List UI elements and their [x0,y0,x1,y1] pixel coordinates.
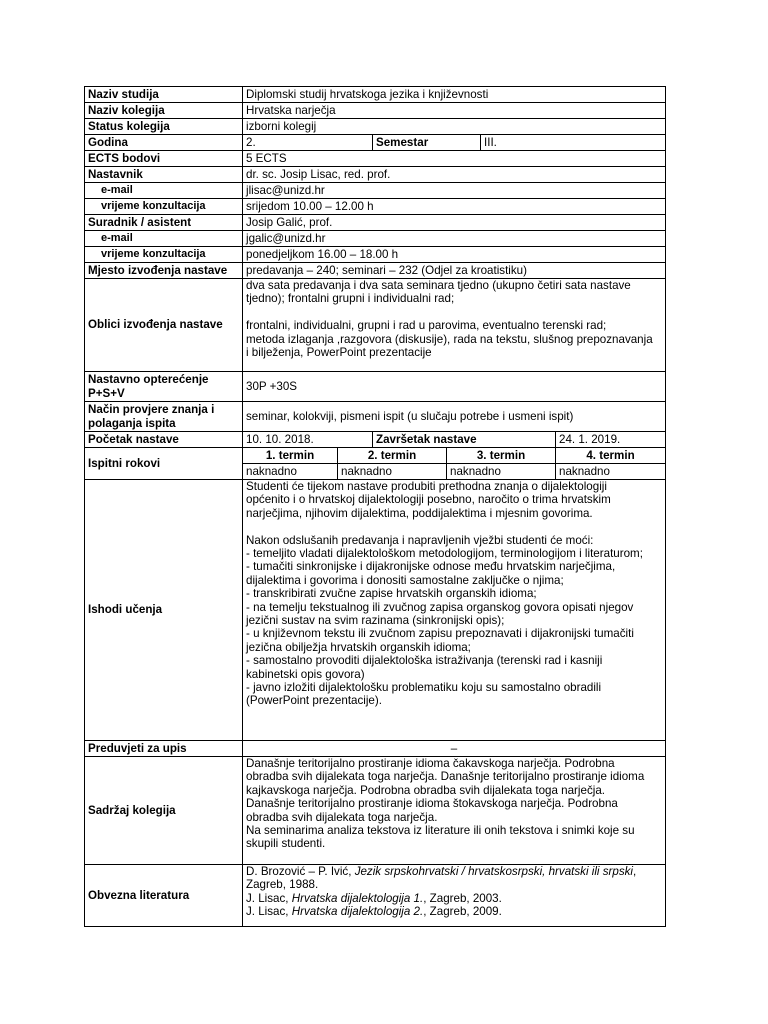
row-nastavnik-konzultacije [85,199,666,215]
value-godina: 2. [243,135,373,151]
literatura-item: D. Brozović – P. Ivić, Jezik srpskohrvatski / hrvatskosrpski, hrvatski ili srpski, [246,865,637,878]
ishodi-line: narječjima, njihovim dijalektima, poddijalektima i mjesnim govorima. [246,506,593,520]
ishodi-line: kabinetski opis govora) [246,667,365,681]
literatura-item: J. Lisac, Hrvatska dijalektologija 1., Zagreb, 2003. [246,891,502,905]
ishodi-line: jezični sustav na svim razinama (sinkronijski opis); [246,614,505,628]
label-naziv-studija: Naziv studija [85,87,243,103]
sadrzaj-line: obradba svih dijalekata toga narječja. Današnje teritorijalno prostiranje idioma [246,770,645,784]
label-ishodi: Ishodi učenja [85,480,243,741]
termin-value: naknadno [556,464,666,480]
row-godina [85,135,666,151]
row-preduvjeti [85,741,666,757]
ishodi-line: (PowerPoint prezentacije). [246,694,382,708]
oblici-line: i bilježenja, PowerPoint prezentacije [246,346,432,360]
sadrzaj-line: obradba svih dijalekata toga narječja. [246,810,438,824]
literatura-item: J. Lisac, Hrvatska dijalektologija 2., Zagreb, 2009. [246,905,502,919]
row-ishodi [85,480,666,741]
row-provjera [85,402,666,432]
ishodi-line: jezična obilježja hrvatskih organskih idioma; [246,640,471,654]
ishodi-line: - javno izložiti dijalektološku problematiku koju su samostalno obradili [246,681,602,695]
row-literatura [85,865,666,927]
oblici-line: tjedno); frontalni grupni i individualni rad; [246,292,455,306]
termin-value: naknadno [243,464,338,480]
row-ispitni-rokovi-header [85,448,666,464]
sadrzaj-line: Današnje teritorijalno prostiranje idioma čakavskoga narječja. Podrobna [246,757,615,770]
row-suradnik-konzultacije [85,247,666,263]
row-opterecenje [85,372,666,402]
value-status-kolegija: izborni kolegij [243,119,666,135]
sadrzaj-line: Na seminarima analiza tekstova iz literature ili onih tekstova i snimki koje su [246,824,635,838]
label-nastavnik-konzultacije: vrijeme konzultacija [85,199,243,215]
row-mjesto [85,263,666,279]
ishodi-line: Nakon odslušanih predavanja i napravljenih vježbi studenti će moći: [246,533,594,547]
label-nastavnik: Nastavnik [85,167,243,183]
label-naziv-kolegija: Naziv kolegija [85,103,243,119]
label-suradnik: Suradnik / asistent [85,215,243,231]
oblici-line: dva sata predavanja i dva sata seminara tjedno (ukupno četiri sata nastave [246,279,631,292]
label-preduvjeti: Preduvjeti za upis [85,741,243,757]
value-preduvjeti: – [243,741,666,757]
row-oblici [85,279,666,372]
label-ects: ECTS bodovi [85,151,243,167]
label-sadrzaj: Sadržaj kolegija [85,757,243,865]
row-naziv-studija [85,87,666,103]
value-zavrsetak: 24. 1. 2019. [556,432,666,448]
termin-header: 4. termin [556,448,666,464]
value-naziv-studija: Diplomski studij hrvatskoga jezika i književnosti [243,87,666,103]
label-nastavnik-email: e-mail [85,183,243,199]
value-nastavnik-konzultacije: srijedom 10.00 – 12.00 h [243,199,666,215]
termin-value: naknadno [447,464,556,480]
label-suradnik-email: e-mail [85,231,243,247]
ishodi-line [246,520,662,533]
termin-value: naknadno [338,464,447,480]
sadrzaj-line: kajkavskoga narječja. Podrobna obradba svih dijalekata toga narječja. [246,783,605,797]
label-provjera: Način provjere znanja i polaganja ispita [85,402,243,432]
ishodi-line: - u književnom tekstu ili zvučnom zapisu prepoznavati i dijakronijski tumačiti [246,627,634,641]
label-semestar: Semestar [373,135,481,151]
value-oblici [243,279,666,372]
value-nastavnik-email[interactable]: jlisac@unizd.hr [243,183,666,199]
label-literatura: Obvezna literatura [85,865,243,927]
termin-header: 2. termin [338,448,447,464]
label-pocetak: Početak nastave [85,432,243,448]
label-ispitni-rokovi: Ispitni rokovi [85,448,243,480]
row-suradnik [85,215,666,231]
ishodi-line: dijalektima i govorima i donositi samostalne zaključke o njima; [246,573,564,587]
row-nastavnik [85,167,666,183]
value-naziv-kolegija: Hrvatska narječja [243,103,666,119]
value-ects: 5 ECTS [243,151,666,167]
oblici-line [246,306,662,319]
syllabus-table [84,86,666,927]
literatura-item: Zagreb, 1988. [246,878,319,892]
ishodi-line: - tumačiti sinkronijske i dijakronijske odnose među hrvatskim narječjima, [246,560,616,574]
row-sadrzaj [85,757,666,865]
label-status-kolegija: Status kolegija [85,119,243,135]
termin-header: 3. termin [447,448,556,464]
label-suradnik-konzultacije: vrijeme konzultacija [85,247,243,263]
ishodi-line: općenito i o hrvatskoj dijalektologiji posebno, naročito o trima hrvatskim [246,493,611,507]
value-nastavnik: dr. sc. Josip Lisac, red. prof. [243,167,666,183]
row-naziv-kolegija [85,103,666,119]
row-status-kolegija [85,119,666,135]
value-mjesto: predavanja – 240; seminari – 232 (Odjel za kroatistiku) [243,263,666,279]
ishodi-line: - transkribirati zvučne zapise hrvatskih organskih idioma; [246,587,537,601]
ishodi-line: - samostalno provoditi dijalektološka istraživanja (terenski rad i kasniji [246,654,603,668]
ishodi-line: - na temelju tekstualnog ili zvučnog zapisa organskog govora opisati njegov [246,600,634,614]
label-opterecenje: Nastavno opterećenje P+S+V [85,372,243,402]
label-oblici: Oblici izvođenja nastave [85,279,243,372]
value-semestar: III. [481,135,666,151]
value-suradnik: Josip Galić, prof. [243,215,666,231]
value-sadrzaj [243,757,666,865]
termin-header: 1. termin [243,448,338,464]
oblici-line: frontalni, individualni, grupni i rad u parovima, eventualno terenski rad; [246,319,607,333]
value-provjera: seminar, kolokviji, pismeni ispit (u slučaju potrebe i usmeni ispit) [243,402,666,432]
value-opterecenje: 30P +30S [243,372,666,402]
sadrzaj-line: Današnje teritorijalno prostiranje idioma štokavskoga narječja. Podrobna [246,797,618,811]
label-zavrsetak: Završetak nastave [373,432,556,448]
value-suradnik-email[interactable]: jgalic@unizd.hr [243,231,666,247]
oblici-line: metoda izlaganja ,razgovora (diskusije), rada na tekstu, slušnog prepoznavanja [246,332,653,346]
label-godina: Godina [85,135,243,151]
row-suradnik-email [85,231,666,247]
value-ishodi [243,480,666,741]
row-nastavnik-email [85,183,666,199]
row-ects [85,151,666,167]
sadrzaj-line: skupili studenti. [246,837,326,851]
value-literatura [243,865,666,927]
ishodi-line: Studenti će tijekom nastave produbiti prethodna znanja o dijalektologiji [246,480,607,493]
label-mjesto: Mjesto izvođenja nastave [85,263,243,279]
value-suradnik-konzultacije: ponedjeljkom 16.00 – 18.00 h [243,247,666,263]
ishodi-line: - temeljito vladati dijalektološkom metodologijom, terminologijom i literaturom; [246,547,643,561]
row-pocetak [85,432,666,448]
value-pocetak: 10. 10. 2018. [243,432,373,448]
